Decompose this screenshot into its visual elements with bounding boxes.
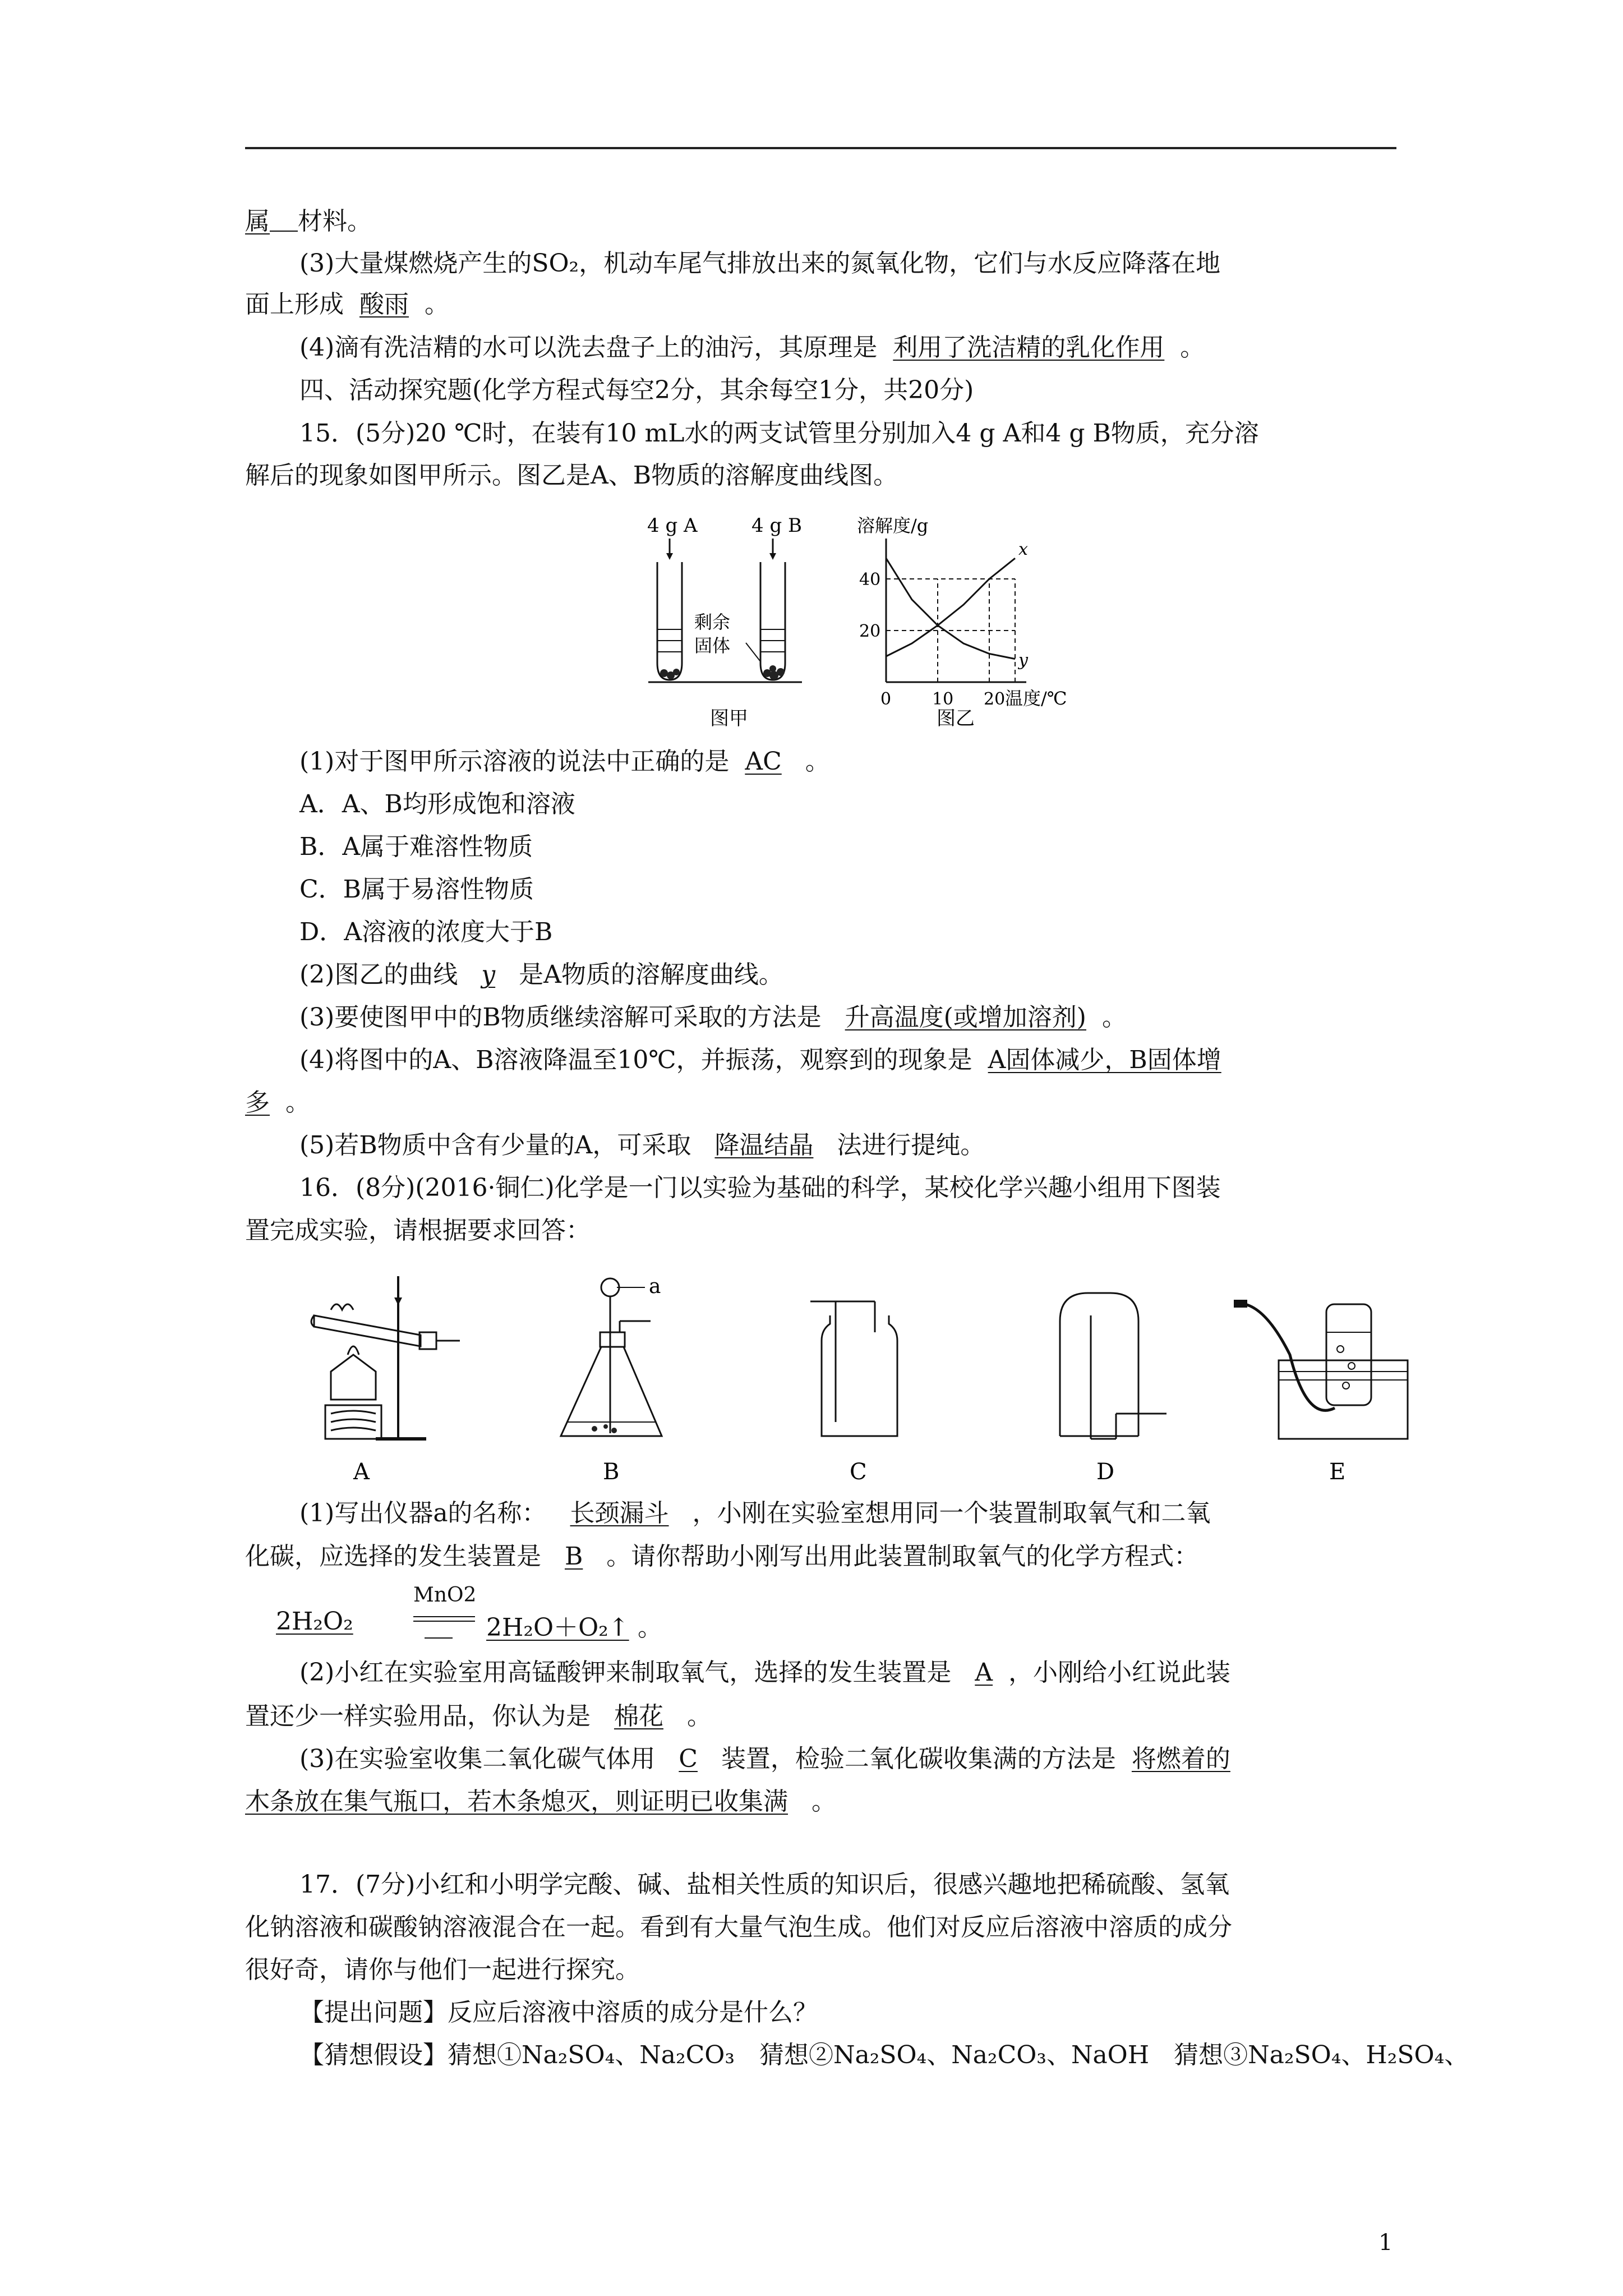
series-line-x [886,558,1015,656]
answer-blank: 利用了洗洁精的乳化作用 [893,333,1165,362]
q14-part4: (4)滴有洗洁精的水可以洗去盘子上的油污，其原理是 利用了洗洁精的乳化作用 。 [299,333,1205,362]
residue-label-2: 固体 [694,635,731,656]
x-tick-label: 10 [932,689,954,709]
label-4gB: 4 g B [751,514,802,537]
figure-jia [645,510,808,729]
x-tick-label: 20 [984,689,1006,709]
q15-option-d: D．A溶液的浓度大于B [299,918,553,946]
apparatus-a [311,1276,460,1485]
q15-option-a: A．A、B均形成饱和溶液 [299,790,575,818]
answer-blank: y [481,960,496,989]
apparatus-d [1060,1293,1166,1485]
q16-part2-line2: 置还少一样实验用品，你认为是 棉花 。 [245,1702,712,1731]
q16-part1-line2: 化碳，应选择的发生装置是 B 。请你帮助小刚写出用此装置制取氧气的化学方程式： [245,1542,1199,1571]
q14-part3-cont: 面上形成 酸雨 。 [245,290,449,319]
q17-stem-3: 很好奇，请你与他们一起进行探究。 [245,1955,640,1984]
label-d: D [1096,1459,1115,1485]
series-label-y: y [1018,650,1028,670]
caption-yi: 图乙 [937,707,975,729]
apparatus-figure [292,1271,1441,1489]
answer-blank: C [679,1745,698,1773]
q15-part2: (2)图乙的曲线 y 是A物质的溶解度曲线。 [299,960,783,989]
section-title: 四、活动探究题(化学方程式每空2分，其余每空1分，共20分) [299,376,974,404]
equation: 2H₂O₂ MnO2 2H₂O＋O₂↑ 。 [276,1584,662,1642]
x-tick-label: 0 [880,689,892,709]
q15-stem-1: 15．(5分)20 ℃时，在装有10 mL水的两支试管里分别加入4 g A和4 g B物质，充分溶 [299,419,1259,448]
q15-option-c: C．B属于易溶性物质 [299,875,534,904]
answer-blank: 长颈漏斗 [570,1499,669,1527]
x-axis-label: 温度/℃ [1005,688,1067,709]
q17-question: 【提出问题】反应后溶液中溶质的成分是什么？ [299,1998,818,2027]
q16-part2: (2)小红在实验室用高锰酸钾来制取氧气，选择的发生装置是 A ，小刚给小红说此装 [299,1658,1231,1687]
equation-condition: MnO2 [413,1584,477,1607]
answer-blank: 属 [245,207,270,236]
equation-right: 2H₂O＋O₂↑ [486,1613,629,1642]
q15-option-b: B．A属于难溶性物质 [299,832,533,861]
answer-blank: 升高温度(或增加溶剂) [845,1003,1086,1032]
label-4gA: 4 g A [647,514,698,537]
page-number: 1 [1378,2230,1393,2256]
answer-blank: A [975,1658,993,1687]
answer-blank: 棉花 [614,1702,663,1731]
q15-stem-2: 解后的现象如图甲所示。图乙是A、B物质的溶解度曲线图。 [245,461,898,490]
label-c: C [850,1459,867,1485]
q15-part4: (4)将图中的A、B溶液降温至10℃，并振荡，观察到的现象是 A固体减少，B固体增 [299,1046,1221,1074]
answer-blank: A固体减少，B固体增 [988,1046,1221,1074]
apparatus-b [561,1275,662,1485]
q15-part5: (5)若B物质中含有少量的A，可采取 降温结晶 法进行提纯。 [299,1131,985,1159]
answer-blank: 降温结晶 [714,1131,814,1159]
caption-jia: 图甲 [710,707,748,729]
q16-part1: (1)写出仪器a的名称： 长颈漏斗 ，小刚在实验室想用同一个装置制取氧气和二氧 [299,1499,1211,1527]
header-rule [245,147,1396,149]
q17-stem-2: 化钠溶液和碳酸钠溶液混合在一起。看到有大量气泡生成。他们对反应后溶液中溶质的成分 [245,1913,1232,1941]
test-tube-b [760,562,785,680]
y-tick-label: 20 [859,622,881,641]
q17-stem-1: 17．(7分)小红和小明学完酸、碱、盐相关性质的知识后，很感兴趣地把稀硫酸、氢氧 [299,1870,1230,1899]
answer-blank: AC [745,747,782,776]
series-label-x: x [1018,540,1028,560]
q17-hypothesis: 【猜想假设】猜想①Na₂SO₄、Na₂CO₃ 猜想②Na₂SO₄、Na₂CO₃、NaOH 猜想③Na₂SO₄、H₂SO₄、 [299,2041,1469,2069]
q16-part3: (3)在实验室收集二氧化碳气体用 C 装置，检验二氧化碳收集满的方法是 将燃着的 [299,1745,1230,1773]
q15-part3: (3)要使图甲中的B物质继续溶解可采取的方法是 升高温度(或增加溶剂) 。 [299,1003,1127,1032]
label-instrument-a: a [649,1275,661,1298]
answer-blank: B [564,1542,583,1571]
residue-label-1: 剩余 [694,611,731,633]
q16-stem-1: 16．(8分)(2016·铜仁)化学是一门以实验为基础的科学，某校化学兴趣小组用下图装 [299,1174,1221,1202]
q15-part4-cont: 多 。 [245,1088,310,1117]
apparatus-c [810,1301,897,1485]
answer-blank: 酸雨 [359,290,409,319]
answer-blank: 多 [245,1088,270,1117]
q16-part3-cont: 木条放在集气瓶口，若木条熄灭，则证明已收集满 。 [245,1787,836,1816]
answer-blank: 将燃着的 [1131,1745,1230,1773]
y-tick-label: 40 [859,570,881,590]
label-e: E [1329,1459,1346,1485]
q16-stem-2: 置完成实验，请根据要求回答： [245,1216,591,1245]
q14-line-a: 属 材料。 [245,207,372,236]
answer-blank: 木条放在集气瓶口，若木条熄灭，则证明已收集满 [245,1787,788,1816]
equation-left: 2H₂O₂ [276,1607,353,1636]
label-b: B [603,1459,620,1485]
y-axis-label: 溶解度/g [857,515,929,536]
q14-part3: (3)大量煤燃烧产生的SO₂，机动车尾气排放出来的氮氧化物，它们与水反应降落在地 [299,249,1221,278]
label-a: A [353,1459,370,1485]
figure-yi-chart [847,510,1077,729]
test-tube-a [657,562,682,680]
apparatus-e [1234,1300,1408,1485]
q15-part1: (1)对于图甲所示溶液的说法中正确的是 AC 。 [299,747,830,776]
